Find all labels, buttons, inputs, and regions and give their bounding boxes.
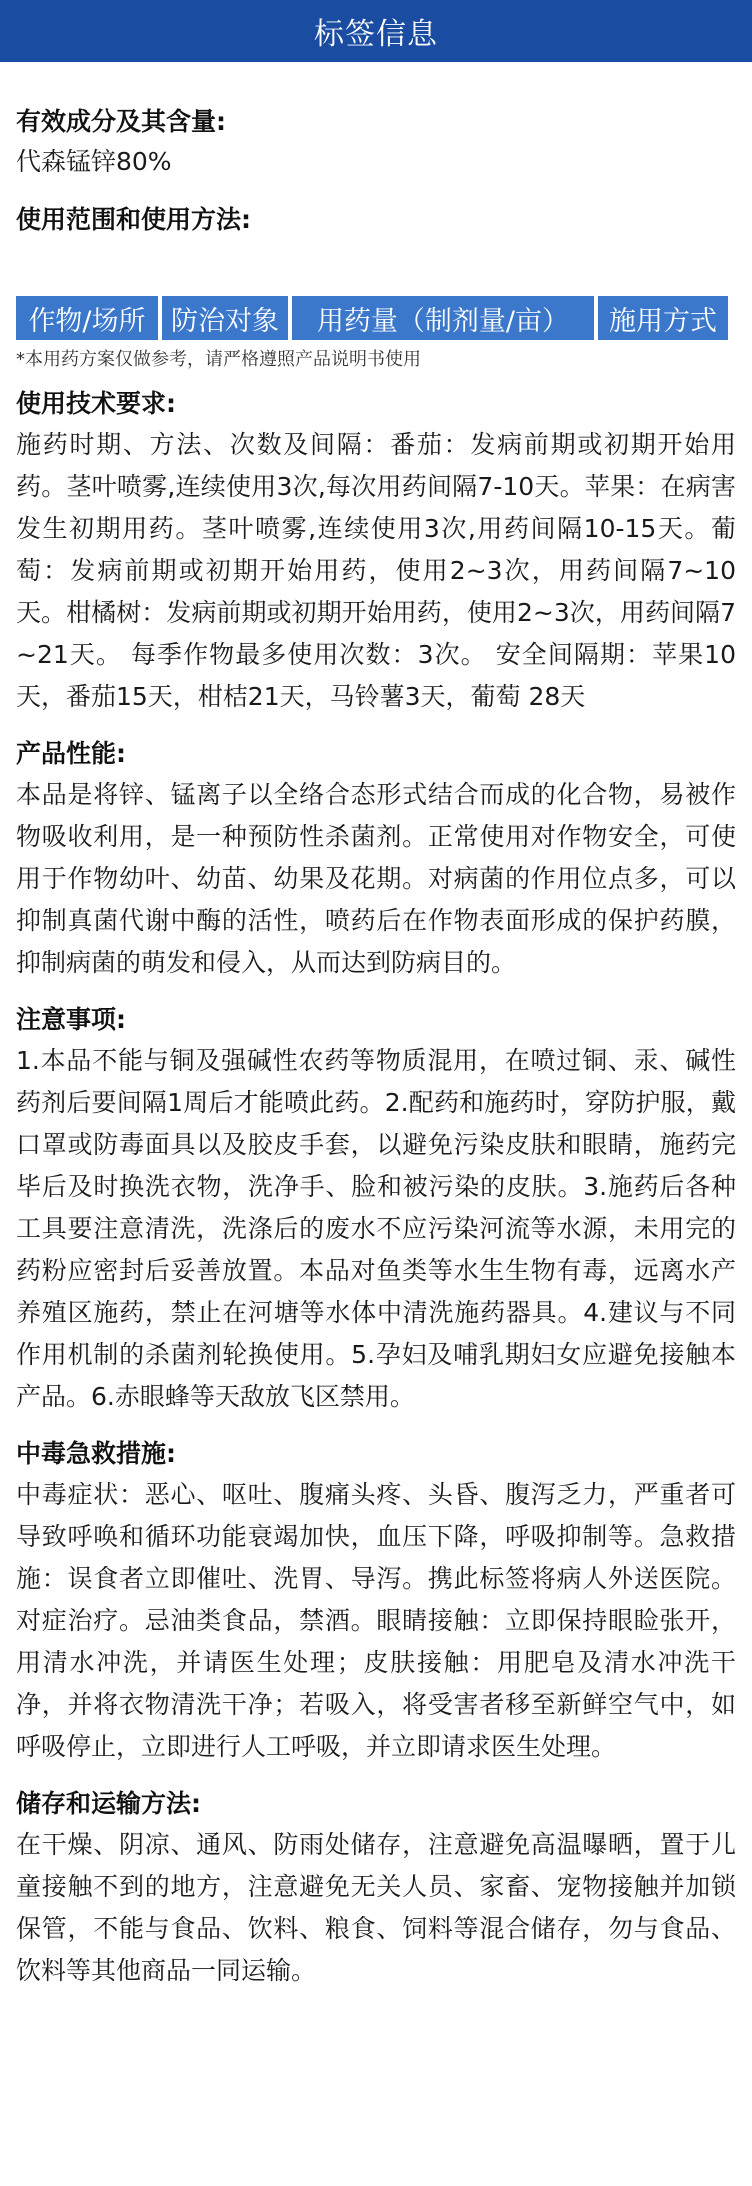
section-title-storage: 储存和运输方法:: [16, 1789, 201, 1818]
section-body-storage: 在干燥、阴凉、通风、防雨处储存，注意避免高温曝晒，置于儿童接触不到的地方，注意避免无关人员、家畜、宠物接触并加锁保管，不能与食品、饮料、粮食、饲料等混合储存，勿与食品、饮料等其他商品一同运输。: [16, 1830, 736, 1985]
section-notice: [16, 984, 736, 1418]
section-body-performance: 本品是将锌、锰离子以全络合态形式结合而成的化合物，易被作物吸收利用，是一种预防性杀菌剂。正常使用对作物安全，可使用于作物幼叶、幼苗、幼果及花期。对病菌的作用位点多，可以抑制真菌代谢中酶的活性，喷药后在作物表面形成的保护药膜，抑制病菌的萌发和侵入，从而达到防病目的。: [16, 780, 736, 977]
section-title-poison: 中毒急救措施:: [16, 1439, 176, 1468]
section-poison: [16, 1418, 736, 1768]
page-title: 标签信息: [314, 17, 438, 52]
usage-table-header: [16, 296, 736, 340]
table-header-method: 施用方式: [598, 296, 728, 340]
section-storage: [16, 1768, 736, 1992]
page-header: [0, 0, 752, 62]
section-ingredient: [16, 62, 736, 182]
table-header-target: 防治对象: [162, 296, 288, 340]
section-title-usage: 使用范围和使用方法:: [16, 205, 251, 234]
section-title-tech: 使用技术要求:: [16, 389, 176, 418]
section-title-notice: 注意事项:: [16, 1005, 126, 1034]
section-title-ingredient: 有效成分及其含量:: [16, 107, 226, 136]
section-body-poison: 中毒症状：恶心、呕吐、腹痛头疼、头昏、腹泻乏力，严重者可导致呼唤和循环功能衰竭加快，血压下降，呼吸抑制等。急救措施：误食者立即催吐、洗胃、导泻。携此标签将病人外送医院。对症治疗。忌油类食品，禁酒。眼睛接触：立即保持眼睑张开，用清水冲洗，并请医生处理；皮肤接触：用肥皂及清水冲洗干净，并将衣物清洗干净；若吸入，将受害者移至新鲜空气中，如呼吸停止，立即进行人工呼吸，并立即请求医生处理。: [16, 1480, 736, 1761]
usage-table-note: *本用药方案仅做参考，请严格遵照产品说明书使用: [16, 349, 421, 370]
section-title-performance: 产品性能:: [16, 739, 126, 768]
table-header-crop: 作物/场所: [16, 296, 158, 340]
table-header-dosage: 用药量（制剂量/亩）: [292, 296, 594, 340]
section-body-ingredient: 代森锰锌80%: [16, 147, 172, 176]
section-usage: [16, 182, 736, 374]
section-performance: [16, 718, 736, 984]
label-content: [0, 62, 752, 1992]
section-body-tech: 施药时期、方法、次数及间隔：番茄：发病前期或初期开始用药。茎叶喷雾,连续使用3次,每次用药间隔7-10天。苹果：在病害发生初期用药。茎叶喷雾,连续使用3次,用药间隔10-15天。葡萄：发病前期或初期开始用药，使用2~3次，用药间隔7~10天。柑橘树：发病前期或初期开始用药，使用2~3次，用药间隔7~21天。 每季作物最多使用次数：3次。 安全间隔期：苹果10天，番茄15天，柑桔21天，马铃薯3天，葡萄 28天: [16, 430, 736, 711]
section-tech: [16, 374, 736, 718]
section-body-notice: 1.本品不能与铜及强碱性农药等物质混用，在喷过铜、汞、碱性药剂后要间隔1周后才能喷此药。2.配药和施药时，穿防护服，戴口罩或防毒面具以及胶皮手套，以避免污染皮肤和眼睛，施药完毕后及时换洗衣物，洗净手、脸和被污染的皮肤。3.施药后各种工具要注意清洗，洗涤后的废水不应污染河流等水源，未用完的药粉应密封后妥善放置。本品对鱼类等水生生物有毒，远离水产养殖区施药，禁止在河塘等水体中清洗施药器具。4.建议与不同作用机制的杀菌剂轮换使用。5.孕妇及哺乳期妇女应避免接触本产品。6.赤眼蜂等天敌放飞区禁用。: [16, 1046, 736, 1411]
